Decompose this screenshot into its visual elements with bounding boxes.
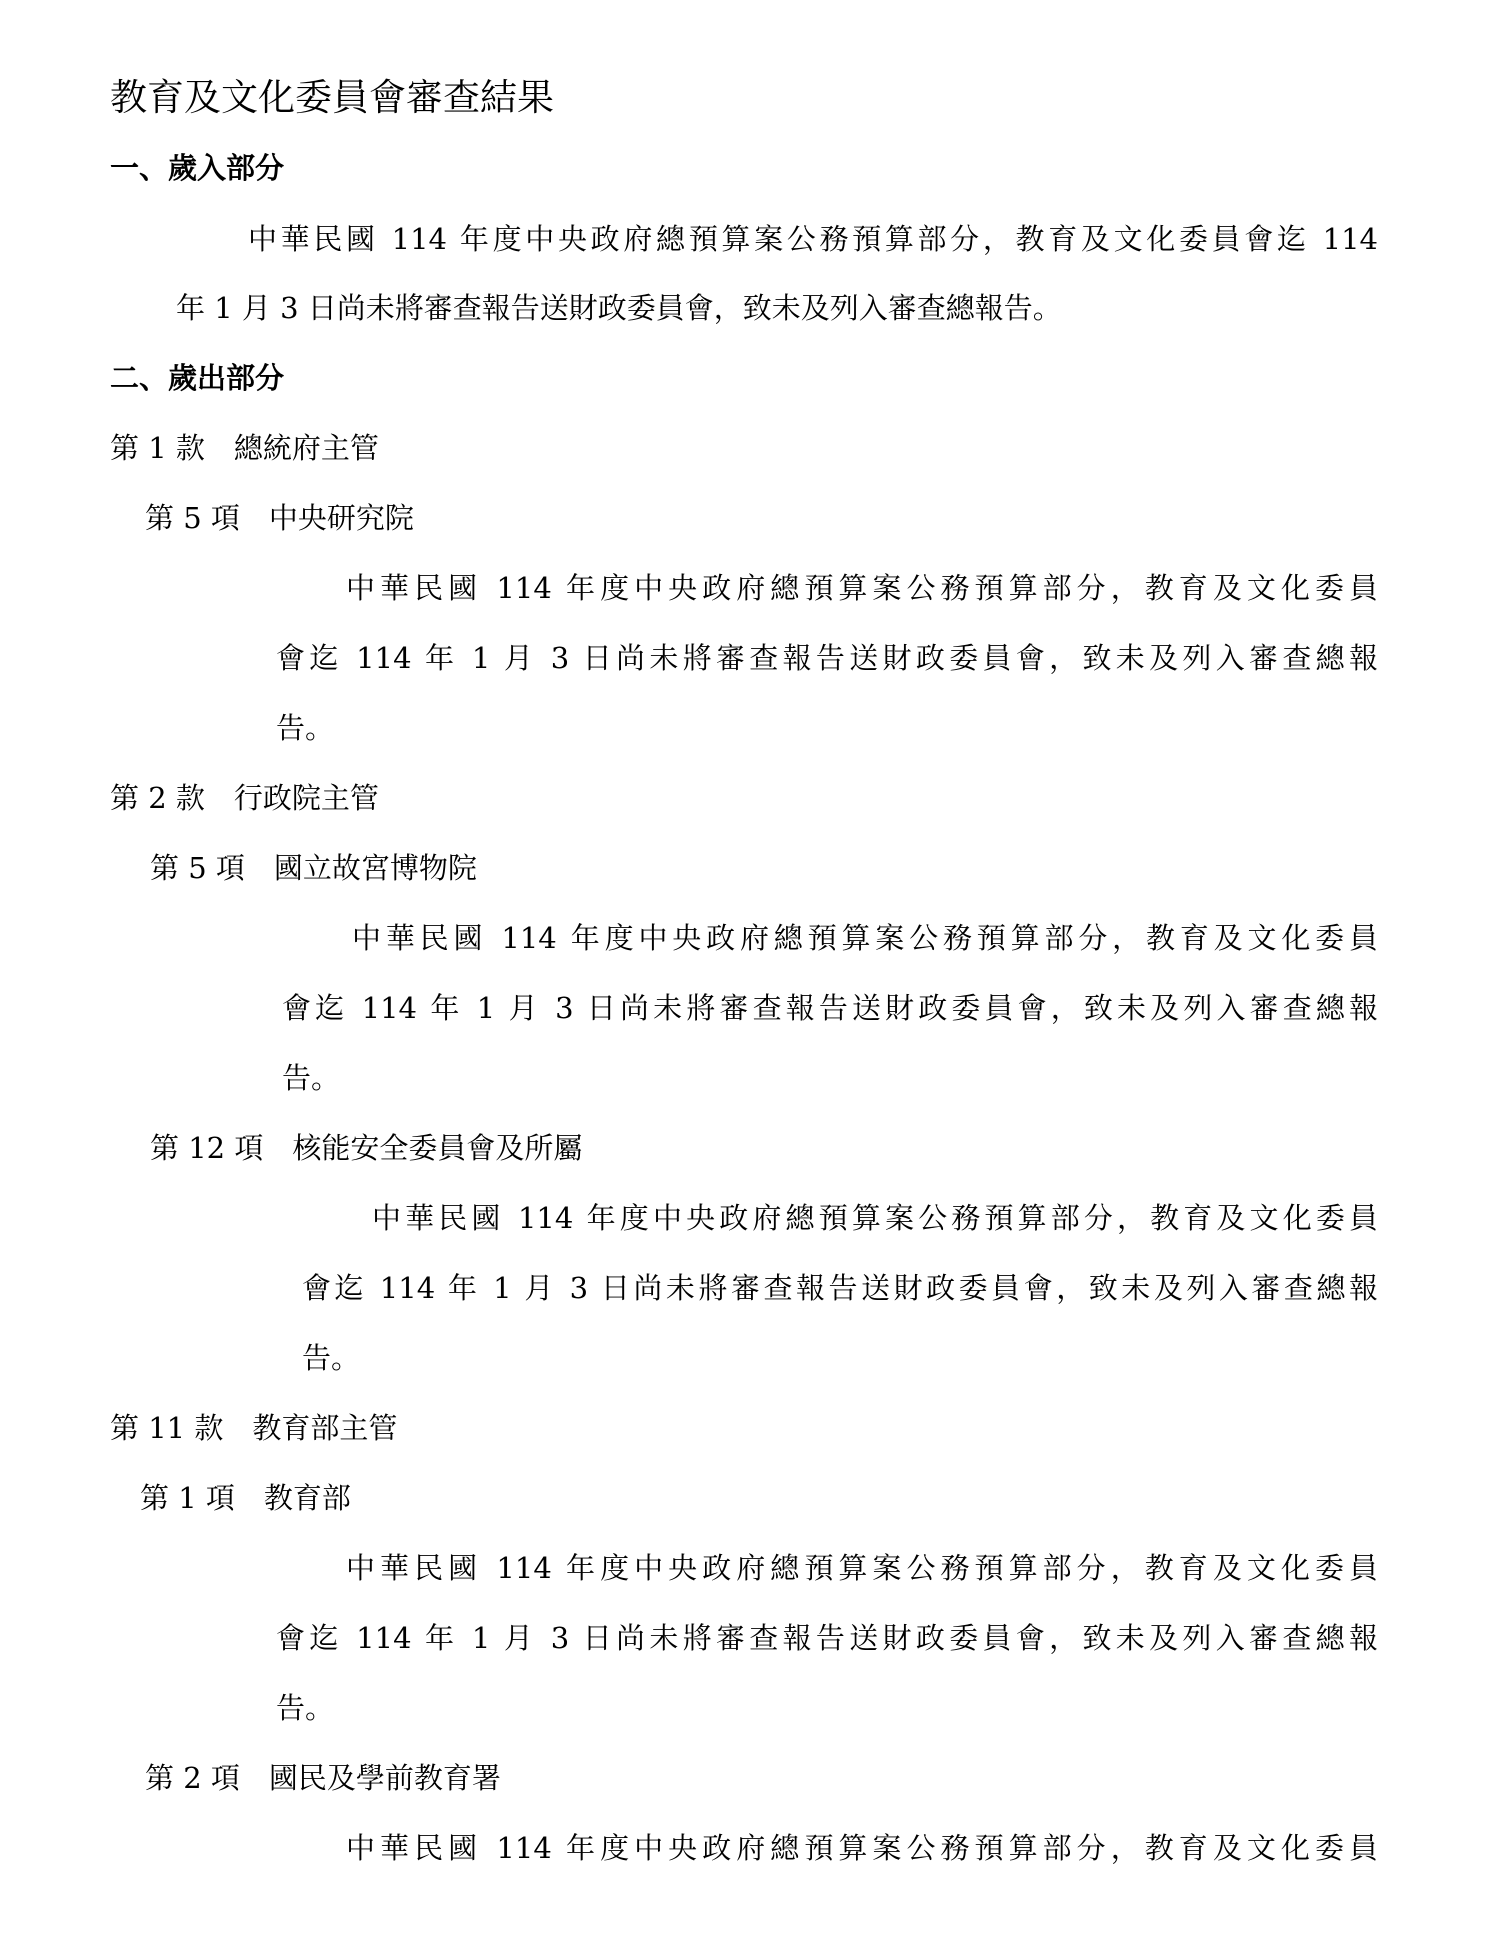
paragraph-line: 中華民國 114 年度中央政府總預算案公務預算部分，教育及文化委員 (346, 571, 1378, 605)
paragraph-line: 告。 (276, 1691, 335, 1725)
paragraph-line: 告。 (302, 1341, 361, 1375)
paragraph-line: 會迄 114 年 1 月 3 日尚未將審查報告送財政委員會，致未及列入審查總報 (302, 1271, 1378, 1305)
kuan-heading: 第 11 款 教育部主管 (110, 1411, 398, 1445)
paragraph-line: 會迄 114 年 1 月 3 日尚未將審查報告送財政委員會，致未及列入審查總報 (276, 641, 1378, 675)
kuan-heading: 第 2 款 行政院主管 (110, 781, 379, 815)
item-heading: 第 12 項 核能安全委員會及所屬 (150, 1131, 583, 1165)
item-heading: 第 2 項 國民及學前教育署 (145, 1761, 501, 1795)
paragraph-line: 中華民國 114 年度中央政府總預算案公務預算部分，教育及文化委員 (346, 1551, 1378, 1585)
paragraph-line: 會迄 114 年 1 月 3 日尚未將審查報告送財政委員會，致未及列入審查總報 (282, 991, 1378, 1025)
paragraph-line: 年 1 月 3 日尚未將審查報告送財政委員會，致未及列入審查總報告。 (176, 291, 1062, 325)
item-heading: 第 5 項 中央研究院 (145, 501, 414, 535)
paragraph-line: 中華民國 114 年度中央政府總預算案公務預算部分，教育及文化委員會迄 114 (248, 222, 1378, 256)
page-title: 教育及文化委員會審查結果 (110, 76, 554, 119)
section-heading-revenue: 一、歲入部分 (110, 151, 285, 185)
paragraph-line: 中華民國 114 年度中央政府總預算案公務預算部分，教育及文化委員 (346, 1831, 1378, 1865)
kuan-heading: 第 1 款 總統府主管 (110, 431, 379, 465)
section-heading-expenditure: 二、歲出部分 (110, 361, 285, 395)
paragraph-line: 告。 (276, 711, 335, 745)
paragraph-line: 中華民國 114 年度中央政府總預算案公務預算部分，教育及文化委員 (372, 1201, 1378, 1235)
paragraph-line: 告。 (282, 1061, 341, 1095)
paragraph-line: 中華民國 114 年度中央政府總預算案公務預算部分，教育及文化委員 (352, 921, 1378, 955)
item-heading: 第 1 項 教育部 (140, 1481, 351, 1515)
paragraph-line: 會迄 114 年 1 月 3 日尚未將審查報告送財政委員會，致未及列入審查總報 (276, 1621, 1378, 1655)
item-heading: 第 5 項 國立故宮博物院 (150, 851, 477, 885)
